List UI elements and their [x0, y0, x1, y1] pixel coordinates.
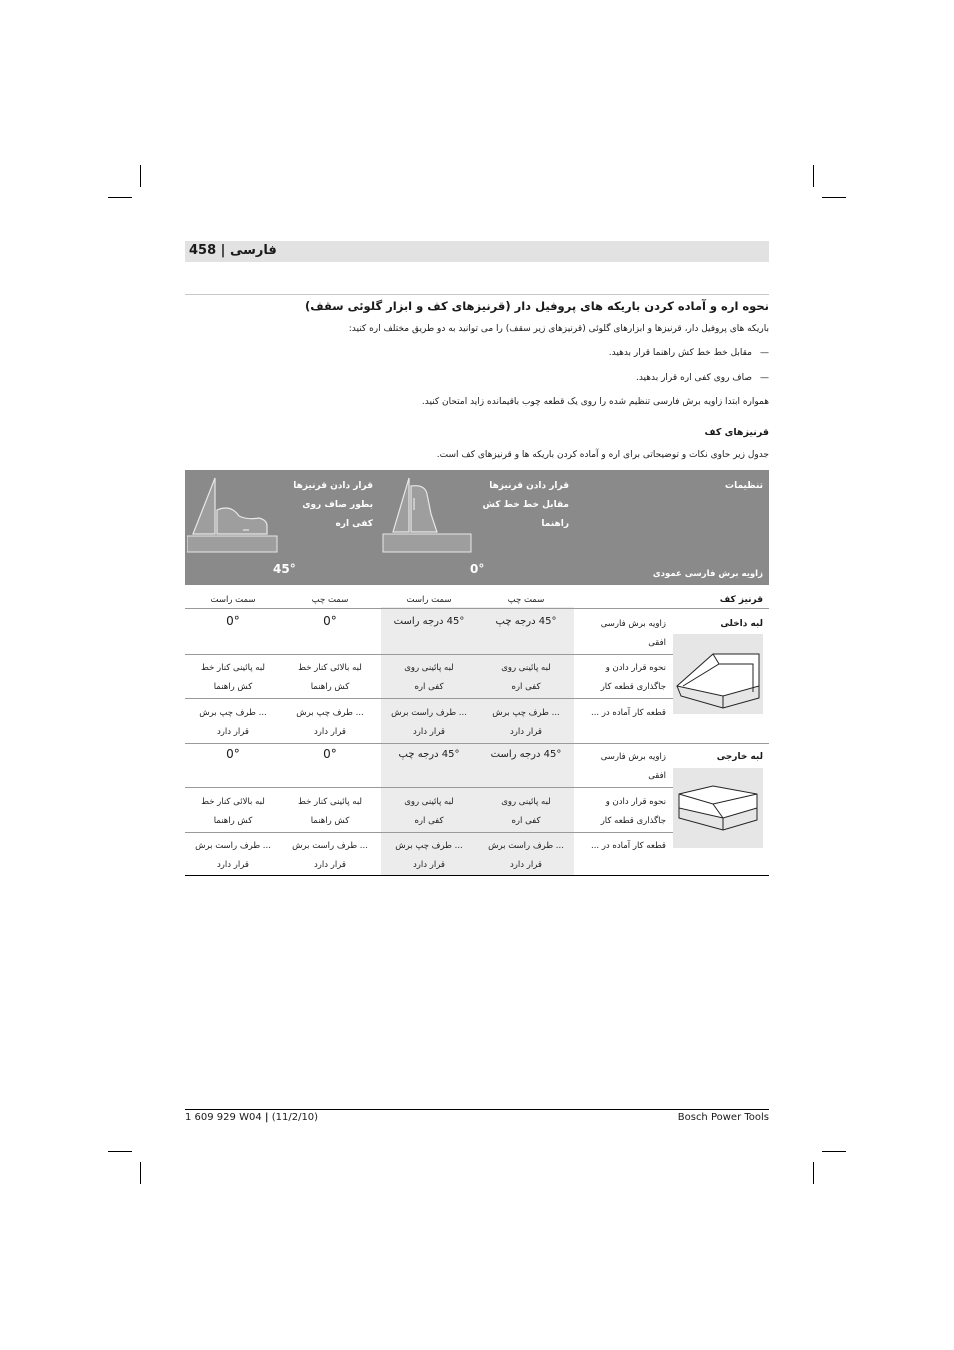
- side-right-45: سمت راست: [210, 595, 256, 605]
- outer-placement-cell: کفی اره: [414, 816, 444, 826]
- angle-0-label: 0°: [470, 562, 485, 576]
- inner-angle-cell: 45° درجه چپ: [495, 616, 557, 627]
- col0-line: قرار دادن قرنیزها: [489, 481, 569, 491]
- inner-ready-cell: ... طرف چپ برش: [199, 708, 267, 718]
- crop-mark: [813, 1162, 814, 1184]
- flat-placement-diagram: [187, 474, 279, 554]
- row-label-angle: زاویه برش فارسی: [600, 752, 666, 762]
- settings-header: [185, 470, 769, 585]
- inner-corner-diagram: [673, 634, 763, 714]
- row-label-placement: نحوه قرار دادن و: [605, 663, 666, 673]
- outer-ready-cell: قرار دارد: [217, 860, 249, 870]
- inner-ready-cell: قرار دارد: [510, 727, 542, 737]
- inner-ready-cell: قرار دارد: [314, 727, 346, 737]
- table-rule: [185, 787, 673, 788]
- inner-ready-cell: ... طرف چپ برش: [492, 708, 560, 718]
- table-rule: [185, 743, 769, 744]
- inner-placement-cell: لبه بالائی کنار خط: [298, 663, 362, 673]
- outer-ready-cell: ... طرف راست برش: [195, 841, 271, 851]
- outer-ready-cell: ... طرف راست برش: [488, 841, 564, 851]
- footer-rule: [185, 1109, 769, 1110]
- inner-placement-cell: کفی اره: [414, 682, 444, 692]
- outer-placement-cell: لبه پائینی کنار خط: [298, 797, 362, 807]
- col0-line: مقابل خط خط کش: [482, 500, 569, 510]
- angle-45-label: 45°: [273, 562, 296, 576]
- col0-line: راهنما: [541, 519, 569, 529]
- crop-mark: [822, 1151, 846, 1152]
- outer-angle-cell: 45° درجه راست: [490, 749, 562, 760]
- row-label-placement: نحوه قرار دادن و: [605, 797, 666, 807]
- row-label-angle: زاویه برش فارسی: [600, 619, 666, 629]
- side-right-0: سمت راست: [406, 595, 452, 605]
- bullet-item: — صاف روی کفی اره قرار بدهید.: [636, 373, 769, 383]
- row-label-placement: جاگذاری قطعه کار: [600, 816, 666, 826]
- inner-angle-cell: 0°: [323, 614, 337, 628]
- crop-mark: [108, 197, 132, 198]
- section-desc: جدول زیر حاوی نکات و توضیحاتی برای اره و آماده کردن باریکه ها و قرنیزهای کف است.: [436, 450, 769, 460]
- crop-mark: [140, 1162, 141, 1184]
- inner-ready-cell: قرار دارد: [217, 727, 249, 737]
- outer-corner-diagram: [673, 768, 763, 848]
- page-header: [185, 241, 769, 262]
- col45-line: قرار دادن قرنیزها: [293, 481, 373, 491]
- crop-mark: [822, 197, 846, 198]
- doc-number: 1 609 929 W04: [185, 1112, 262, 1123]
- outer-angle-cell: 45° درجه چپ: [398, 749, 460, 760]
- col45-line: بطور صاف روی: [302, 500, 373, 510]
- crop-mark: [140, 165, 141, 187]
- side-left-0: سمت چپ: [507, 595, 545, 605]
- crop-mark: [813, 165, 814, 187]
- table-bottom-rule: [185, 875, 769, 876]
- outer-corner-image: [673, 768, 763, 848]
- inner-corner-image: [673, 634, 763, 714]
- outer-placement-cell: لبه پائینی روی: [501, 797, 551, 807]
- outer-ready-cell: ... طرف راست برش: [292, 841, 368, 851]
- inner-placement-cell: کش راهنما: [213, 682, 253, 692]
- row-label-placement: جاگذاری قطعه کار: [600, 682, 666, 692]
- vertical-angle-label: زاویه برش فارسی عمودی: [652, 569, 763, 579]
- section-title: قرنیزهای کف: [704, 427, 769, 438]
- outer-placement-cell: کش راهنما: [213, 816, 253, 826]
- row-label-angle: افقی: [648, 771, 666, 781]
- page-number: فارسی | 458: [189, 243, 277, 258]
- intro-text: باریکه های پروفیل دار، قرنیزها و ابزارهای گلوئی (قرنیزهای زیر سقف) را می توانید به دو طریق مختلف اره کنید:: [348, 324, 769, 334]
- side-left-45: سمت چپ: [311, 595, 349, 605]
- row-label-angle: افقی: [648, 638, 666, 648]
- col45-line: کفی اره: [335, 519, 373, 529]
- outer-ready-cell: قرار دارد: [510, 860, 542, 870]
- footer-separator: |: [264, 1112, 269, 1123]
- table-rule: [185, 608, 769, 609]
- note-text: همواره ابتدا زاویه برش فارسی تنظیم شده را روی یک قطعه چوب باقیمانده زاید امتحان کنید.: [421, 397, 769, 407]
- row-label-ready: قطعه کار آماده در ...: [591, 841, 666, 851]
- page-title: نحوه اره و آماده کردن باریکه های پروفیل دار (قرنیزهای کف و ابزار گلوئی سقف): [305, 299, 769, 313]
- inner-placement-cell: کفی اره: [511, 682, 541, 692]
- outer-placement-cell: لبه بالائی کنار خط: [201, 797, 265, 807]
- outer-angle-cell: 0°: [226, 747, 240, 761]
- outer-placement-cell: کفی اره: [511, 816, 541, 826]
- footer-doc-id: [185, 1112, 318, 1123]
- inner-placement-cell: لبه پائینی روی: [404, 663, 454, 673]
- inner-placement-cell: کش راهنما: [310, 682, 350, 692]
- fence-placement-diagram: [381, 474, 473, 554]
- outer-ready-cell: قرار دارد: [314, 860, 346, 870]
- table-rule: [185, 654, 673, 655]
- inner-ready-cell: ... طرف راست برش: [391, 708, 467, 718]
- inner-ready-cell: ... طرف چپ برش: [296, 708, 364, 718]
- inner-ready-cell: قرار دارد: [413, 727, 445, 737]
- row-label-ready: قطعه کار آماده در ...: [591, 708, 666, 718]
- outer-angle-cell: 0°: [323, 747, 337, 761]
- inner-angle-cell: 0°: [226, 614, 240, 628]
- outer-ready-cell: ... طرف چپ برش: [395, 841, 463, 851]
- table-rule: [185, 832, 673, 833]
- table-rule: [185, 698, 673, 699]
- inner-edge-label: لبه داخلی: [720, 619, 763, 629]
- outer-placement-cell: لبه پائینی روی: [404, 797, 454, 807]
- doc-date: (11/2/10): [271, 1112, 319, 1123]
- settings-label: تنظیمات: [725, 481, 763, 491]
- baseboard-table: [185, 470, 769, 876]
- header-rule: [185, 294, 769, 295]
- footer-brand: Bosch Power Tools: [677, 1112, 769, 1123]
- inner-placement-cell: لبه پائینی روی: [501, 663, 551, 673]
- outer-placement-cell: کش راهنما: [310, 816, 350, 826]
- inner-placement-cell: لبه پائینی کنار خط: [201, 663, 265, 673]
- bullet-item: — مقابل خط خط کش راهنما قرار بدهید.: [609, 348, 769, 358]
- inner-angle-cell: 45° درجه راست: [393, 616, 465, 627]
- baseboard-label: قرنیز کف: [719, 595, 763, 605]
- outer-ready-cell: قرار دارد: [413, 860, 445, 870]
- outer-edge-label: لبه خارجی: [716, 752, 763, 762]
- crop-mark: [108, 1151, 132, 1152]
